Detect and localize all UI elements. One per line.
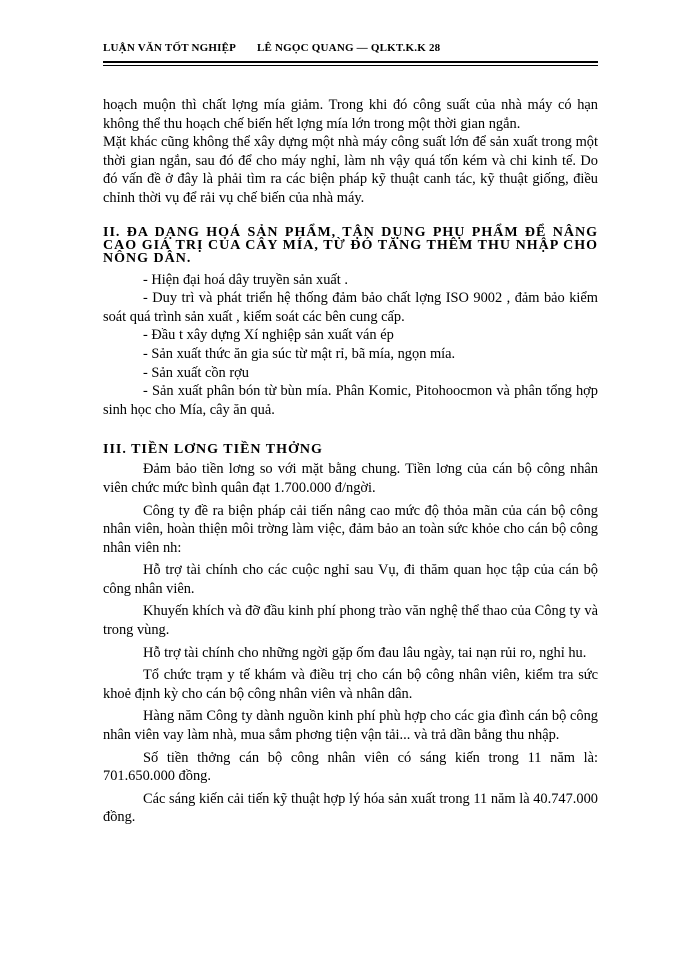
- header-author: LÊ NGỌC QUANG — QLKT.K.K 28: [257, 42, 441, 54]
- section-2-item: - Đầu t xây dựng Xí nghiệp sản xuất ván ép: [143, 327, 394, 344]
- section-3-paragraph: Hỗ trợ tài chính cho những ngời gặp ốm đau lâu ngày, tai nạn rủi ro, nghỉ hu.: [143, 644, 587, 661]
- section-3-paragraph: Công ty đề ra biện pháp cải tiến nâng cao mức độ thỏa mãn của cán bộ công nhân viên, hoàn thiện môi trờng làm việc, đảm bảo an toàn sức khỏe cho cán bộ công nhân viên nh:: [103, 502, 598, 556]
- section-3-paragraph: Đảm bảo tiền lơng so với mặt bằng chung. Tiền lơng của cán bộ công nhân viên chức mức bình quân đạt 1.700.000 đ/ngời.: [103, 461, 598, 496]
- running-header: [103, 38, 598, 58]
- section-3-paragraph: Các sáng kiến cải tiến kỹ thuật hợp lý hóa sản xuất trong 11 năm là 40.747.000 đồng.: [103, 790, 598, 826]
- section-3-paragraph: Hỗ trợ tài chính cho các cuộc nghỉ sau Vụ, đi thăm quan học tập của cán bộ công nhân viên.: [103, 562, 598, 597]
- header-rule-thick: [103, 61, 598, 63]
- section-2-item: - Sản xuất phân bón từ bùn mía. Phân Komic, Pitohoocmon và phân tổng hợp sinh học cho Mía, cây ăn quả.: [103, 383, 598, 418]
- section-2-item: - Sản xuất cồn rợu: [143, 364, 249, 381]
- section-2-item: - Duy trì và phát triển hệ thống đảm bảo chất lợng ISO 9002 , đảm bảo kiểm soát quá trình sản xuất , kiểm soát các bên cung cấp.: [103, 290, 598, 325]
- section-3-paragraph: Hàng năm Công ty dành nguồn kinh phí phù hợp cho các gia đình cán bộ công nhân viên vay làm nhà, mua sắm phơng tiện vận tải... và trả dần bằng thu nhập.: [103, 708, 598, 744]
- section-2-heading: II. ĐA DẠNG HOÁ SẢN PHẨM, TẬN DỤNG PHỤ PHẨM ĐỂ NÂNG CAO GIÁ TRỊ CỦA CÂY MÍA, TỪ ĐÓ TĂNG THÊM THU NHẬP CHO NÔNG DÂN.: [103, 224, 598, 266]
- section-3-heading: III. TIỀN LƠNG TIỀN THỞNG: [103, 442, 323, 458]
- section-3-paragraph: Khuyến khích và đỡ đầu kinh phí phong trào văn nghệ thể thao của Công ty và trong vùng.: [103, 603, 598, 639]
- section-2-item: - Sản xuất thức ăn gia súc từ mật rỉ, bã mía, ngọn mía.: [143, 345, 456, 362]
- page-body: [103, 96, 598, 827]
- section-3-paragraph: Tổ chức trạm y tế khám và điều trị cho cán bộ công nhân viên, kiểm tra sức khoẻ định kỳ cho cán bộ công nhân viên và nhân dân.: [103, 667, 598, 702]
- intro-paragraph-2: Mặt khác cũng không thể xây dựng một nhà máy công suất lớn để sản xuất trong một thời gian ngắn, sau đó để cho máy nghỉ, làm nh vậy quá tốn kém và chi kinh tế. Do đó vấn đề ở đây là phải tìm ra các biện pháp kỹ thuật canh tác, kỹ thuật giống, điều chỉnh thời vụ để rải vụ chế biến của nhà máy.: [103, 134, 598, 206]
- section-3-paragraph: Số tiền thởng cán bộ công nhân viên có sáng kiến trong 11 năm là: 701.650.000 đồng.: [103, 749, 598, 785]
- header-rule-thin: [103, 65, 598, 66]
- section-2-item: - Hiện đại hoá dây truyền sản xuất .: [143, 271, 349, 288]
- header-thesis-label: LUẬN VĂN TỐT NGHIỆP: [103, 42, 237, 54]
- intro-paragraph-1: hoạch muộn thì chất lợng mía giảm. Trong khi đó công suất của nhà máy có hạn không thể thu hoạch chế biến hết lợng mía lớn trong một thời gian ngắn.: [103, 97, 598, 132]
